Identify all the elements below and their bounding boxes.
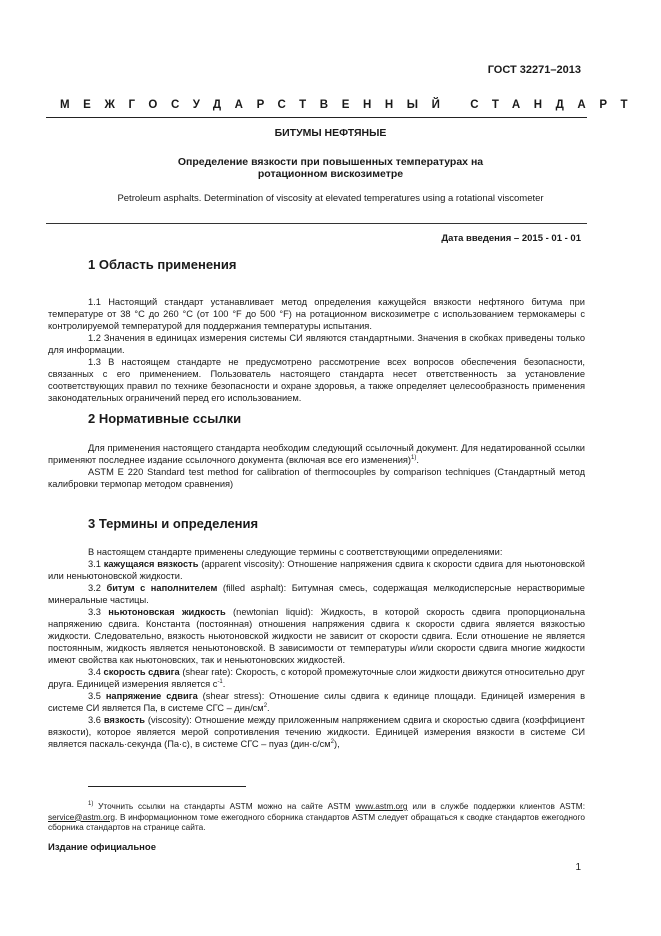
section-3-heading: 3 Термины и определения bbox=[88, 516, 259, 531]
astm-email-link[interactable]: service@astm.org bbox=[48, 811, 115, 822]
paragraph-1-1: 1.1 Настоящий стандарт устанавливает метод определения кажущейся вязкости нефтяного битума при температуре от 38 °С до 260 °С (от 100 °F до 500 °F) на ротационном вискозиметре с использованием термокамеры с контролируемой температурой для поддержания температуры испытания. bbox=[48, 297, 585, 331]
paragraph-2-1 bbox=[48, 442, 585, 466]
unit-exponent: 2 bbox=[263, 702, 268, 709]
term-number: 3.5 bbox=[88, 691, 101, 701]
unit-exponent: -1 bbox=[217, 678, 223, 685]
section-2-body bbox=[48, 442, 585, 490]
term-name: битум с наполнителем bbox=[106, 583, 218, 593]
term-end: ), bbox=[333, 739, 340, 749]
term-3-5 bbox=[48, 690, 585, 714]
term-name: напряжение сдвига bbox=[105, 691, 198, 701]
footnote-ref[interactable]: 1) bbox=[411, 454, 417, 461]
term-definition: (shear stress): Отношение силы сдвига к единице площади. Единицей измерения в системе СИ является Па, в системе СГС – дин/см bbox=[48, 691, 586, 713]
official-edition-label: Издание официальное bbox=[48, 842, 156, 853]
term-definition: (newtonian liquid): Жидкость, в которой скорость сдвига пропорциональна напряжению сдвига. Константа (постоянная) отношения напряжения сдвига к скорости сдвига является вязкостью жидкости. Следовательно, вязкость ньютоновской жидкости не зависит от скорости сдвига. Если отношение не является постоянным, жидкость является неньютоновской. В зависимости от температуры и/или скорости сдвига многие жидкости имеют свойства как ньютоновских, так и неньютоновских жидкостей. bbox=[48, 607, 585, 665]
title-rule bbox=[46, 223, 587, 224]
section-1-body bbox=[48, 296, 585, 404]
term-name: вязкость bbox=[103, 715, 145, 725]
section-3-body bbox=[48, 546, 585, 750]
term-name: скорость сдвига bbox=[103, 667, 180, 677]
paragraph-1-2: 1.2 Значения в единицах измерения системы СИ являются стандартными. Значения в скобках приведены только для информации. bbox=[48, 333, 585, 355]
paragraph-3-intro: В настоящем стандарте применены следующие термины с соответствующими определениями: bbox=[88, 547, 503, 557]
term-name: ньютоновская жидкость bbox=[108, 607, 226, 617]
subtitle-line-2: ротационном вискозиметре bbox=[257, 168, 404, 180]
footnote-rule bbox=[88, 786, 246, 787]
document-subtitle bbox=[0, 156, 661, 180]
paragraph-2-1-text: Для применения настоящего стандарта необходим следующий ссылочный документ. Для недатированной ссылки применяют последнее издание ссылочного документа (включая все его изменения) bbox=[48, 443, 585, 465]
astm-website-link[interactable]: www.astm.org bbox=[355, 801, 408, 811]
footnote-text-a: Уточнить ссылки на стандарты ASTM можно на сайте ASTM bbox=[93, 801, 356, 811]
section-2-heading: 2 Нормативные ссылки bbox=[88, 411, 242, 426]
term-definition: (filled asphalt): Битумная смесь, содержащая мелкодисперсные нерастворимые минеральные частицы. bbox=[48, 583, 585, 605]
term-number: 3.4 bbox=[88, 667, 101, 677]
section-1-heading: 1 Область применения bbox=[88, 257, 237, 272]
paragraph-1-3: 1.3 В настоящем стандарте не предусмотрено рассмотрение всех вопросов обеспечения безопасности, связанных с его применением. Пользователь настоящего стандарта несет ответственность за установление соответствующих правил по технике безопасности и охране здоровья, а также определяет целесообразность применения законодательных ограничений перед его использованием. bbox=[48, 357, 585, 403]
term-number: 3.1 bbox=[88, 559, 101, 569]
term-number: 3.3 bbox=[88, 607, 101, 617]
document-title: БИТУМЫ НЕФТЯНЫЕ bbox=[274, 127, 387, 139]
term-definition: (apparent viscosity): Отношение напряжения сдвига к скорости сдвига для ньютоновской или неньютоновской жидкости. bbox=[48, 559, 585, 581]
footnote-text-b: или в службе поддержки клиентов ASTM: bbox=[407, 801, 586, 811]
term-3-3 bbox=[48, 606, 585, 666]
term-end: . bbox=[267, 703, 270, 713]
subtitle-line-1: Определение вязкости при повышенных температурах на bbox=[177, 156, 484, 168]
term-3-6 bbox=[48, 714, 585, 750]
footnote-text bbox=[48, 801, 585, 833]
page-number: 1 bbox=[575, 862, 581, 873]
header-rule bbox=[46, 117, 587, 118]
term-number: 3.2 bbox=[88, 583, 101, 593]
paragraph-2-2: ASTM E 220 Standard test method for calibration of thermocouples by comparison techniques (Стандартный метод калибровки термопар методом сравнения) bbox=[48, 467, 585, 489]
term-3-2 bbox=[48, 582, 585, 606]
term-3-4 bbox=[48, 666, 585, 690]
footnote-text-c: . В информационном томе ежегодного сборника стандартов ASTM следует обращаться к сводке стандартов ежегодного сборника стандартов на странице сайта. bbox=[48, 811, 585, 832]
standard-code: ГОСТ 32271–2013 bbox=[487, 64, 581, 76]
unit-exponent: 2 bbox=[330, 738, 334, 745]
interstate-standard-banner: МЕЖГОСУДАРСТВЕННЫЙ СТАНДАРТ bbox=[60, 99, 642, 111]
paragraph-2-1-end: . bbox=[416, 455, 419, 465]
footnote bbox=[48, 801, 585, 833]
footnote-mark: 1) bbox=[88, 801, 94, 808]
term-definition: (shear rate): Скорость, с которой промежуточные слои жидкости движутся относительно друг друга. Единицей измерения является с bbox=[48, 667, 585, 689]
term-definition: (viscosity): Отношение между приложенным напряжением сдвига и скоростью сдвига (коэффициент вязкости), которое является мерой сопротивления течению жидкости. Единицей измерения вязкости в системе СИ является паскаль·секунда (Па·с), в системе СГС – пуаз (дин·с/см bbox=[48, 715, 585, 749]
term-3-1 bbox=[48, 558, 585, 582]
term-number: 3.6 bbox=[88, 715, 101, 725]
english-title: Petroleum asphalts. Determination of viscosity at elevated temperatures using a rotational viscometer bbox=[117, 193, 544, 204]
introduction-date: Дата введения – 2015 - 01 - 01 bbox=[441, 233, 581, 244]
term-name: кажущаяся вязкость bbox=[103, 559, 199, 569]
term-end: . bbox=[222, 679, 226, 689]
